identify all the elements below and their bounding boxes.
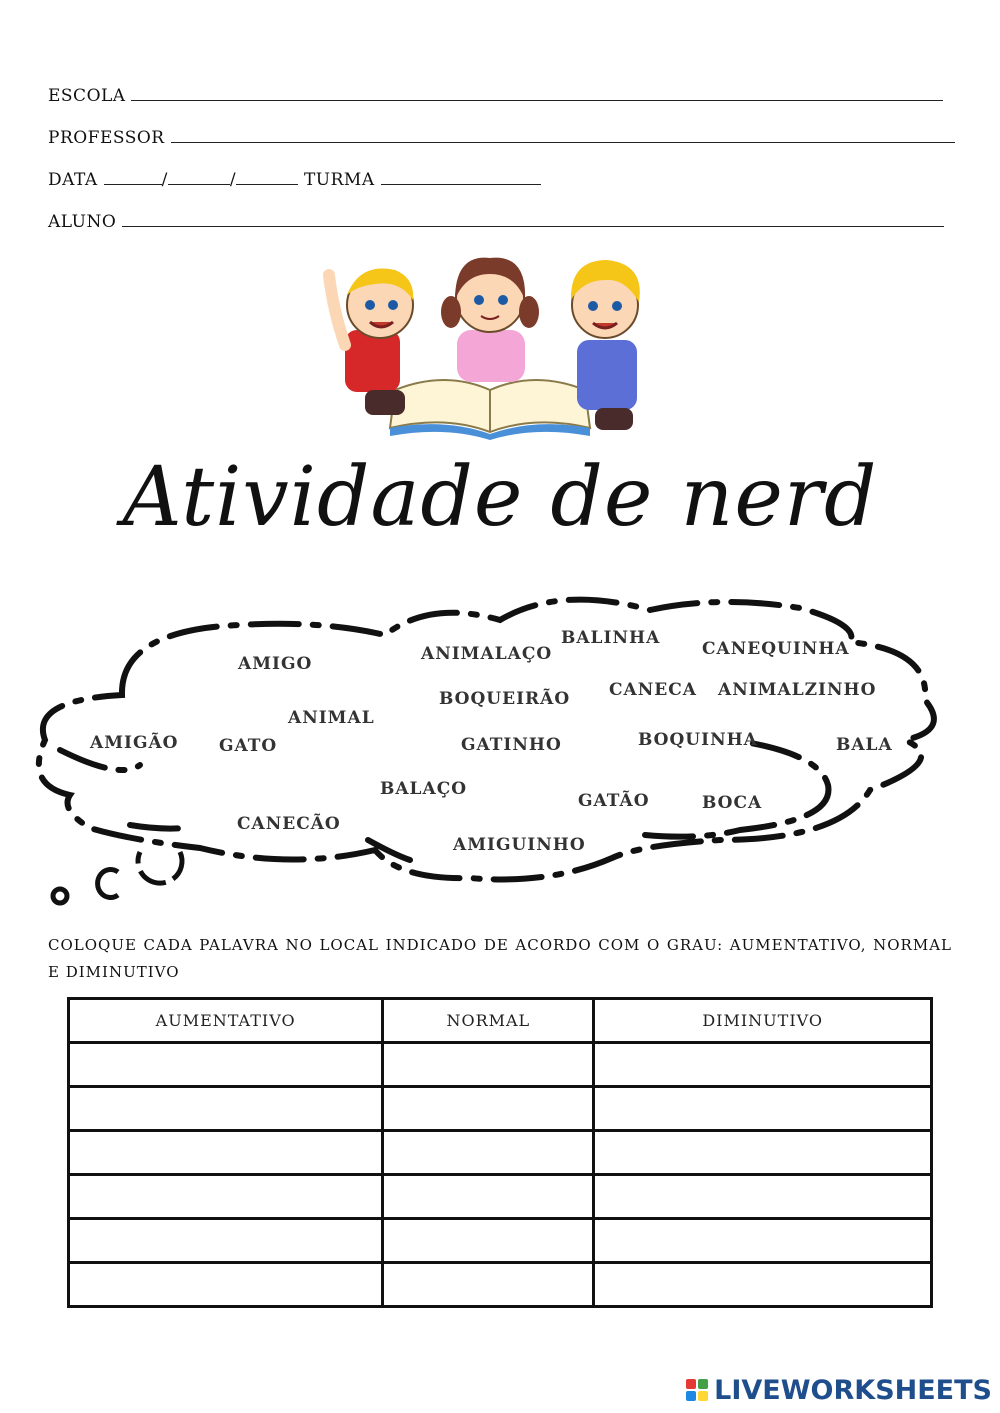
logo-square: [686, 1379, 696, 1389]
normal-cell[interactable]: [383, 1175, 594, 1219]
worksheet-title: Atividade de nerd: [122, 450, 878, 545]
cloud-word[interactable]: BALAÇO: [380, 779, 468, 799]
normal-cell[interactable]: [383, 1087, 594, 1131]
logo-square: [698, 1379, 708, 1389]
diminutivo-cell[interactable]: [594, 1175, 932, 1219]
aumentativo-cell[interactable]: [69, 1219, 383, 1263]
normal-cell[interactable]: [383, 1263, 594, 1307]
turma-blank[interactable]: [381, 170, 541, 185]
cloud-word[interactable]: BOCA: [702, 793, 763, 813]
aumentativo-cell[interactable]: [69, 1087, 383, 1131]
header-diminutivo: DIMINUTIVO: [594, 999, 932, 1043]
liveworksheets-wordmark: LIVEWORKSHEETS: [714, 1374, 992, 1406]
diminutivo-cell[interactable]: [594, 1087, 932, 1131]
table-row: [69, 1131, 932, 1175]
children-reading-illustration: [315, 250, 655, 440]
cloud-word[interactable]: CANECÃO: [237, 814, 341, 834]
professor-field: [48, 128, 955, 148]
cloud-word[interactable]: CANEQUINHA: [702, 639, 850, 659]
data-year-blank[interactable]: [236, 170, 298, 185]
data-day-blank[interactable]: [104, 170, 162, 185]
cloud-word[interactable]: ANIMAL: [288, 708, 375, 728]
cloud-word[interactable]: AMIGUINHO: [453, 835, 586, 855]
header-normal: NORMAL: [383, 999, 594, 1043]
data-turma-field: [48, 170, 541, 190]
cloud-word[interactable]: ANIMALZINHO: [718, 680, 877, 700]
cloud-word[interactable]: GATO: [219, 736, 278, 756]
cloud-word[interactable]: ANIMALAÇO: [421, 644, 553, 664]
data-month-blank[interactable]: [168, 170, 230, 185]
diminutivo-cell[interactable]: [594, 1219, 932, 1263]
cloud-word[interactable]: BALA: [836, 735, 893, 755]
normal-cell[interactable]: [383, 1131, 594, 1175]
cloud-word[interactable]: BALINHA: [561, 628, 661, 648]
diminutivo-cell[interactable]: [594, 1263, 932, 1307]
table-header-row: [69, 999, 932, 1043]
escola-blank[interactable]: [131, 86, 943, 101]
cloud-word[interactable]: GATINHO: [461, 735, 562, 755]
normal-cell[interactable]: [383, 1043, 594, 1087]
data-separator: /: [229, 170, 237, 190]
thought-cloud-outline: [0, 590, 1000, 920]
logo-square: [698, 1391, 708, 1401]
cloud-word[interactable]: AMIGO: [238, 654, 313, 674]
aluno-blank[interactable]: [122, 212, 944, 227]
cloud-word[interactable]: BOQUINHA: [638, 730, 758, 750]
table-row: [69, 1175, 932, 1219]
turma-label: TURMA: [303, 170, 375, 190]
table-row: [69, 1219, 932, 1263]
instruction-text: COLOQUE CADA PALAVRA NO LOCAL INDICADO DE ACORDO COM O GRAU: AUMENTATIVO, NORMAL E DIMINUTIVO: [48, 936, 952, 981]
cloud-word[interactable]: BOQUEIRÃO: [439, 689, 571, 709]
aluno-label: ALUNO: [48, 212, 117, 232]
classification-table: [67, 997, 933, 1308]
cloud-word[interactable]: GATÃO: [578, 791, 650, 811]
cloud-word[interactable]: CANECA: [609, 680, 697, 700]
cloud-word[interactable]: AMIGÃO: [90, 733, 179, 753]
aumentativo-cell[interactable]: [69, 1263, 383, 1307]
professor-blank[interactable]: [171, 128, 955, 143]
normal-cell[interactable]: [383, 1219, 594, 1263]
logo-square: [686, 1391, 696, 1401]
data-separator: /: [161, 170, 168, 190]
table-row: [69, 1263, 932, 1307]
diminutivo-cell[interactable]: [594, 1131, 932, 1175]
word-cloud: [0, 590, 1000, 920]
aluno-field: [48, 212, 944, 232]
escola-label: ESCOLA: [48, 86, 126, 106]
aumentativo-cell[interactable]: [69, 1175, 383, 1219]
table-row: [69, 1043, 932, 1087]
header-aumentativo: AUMENTATIVO: [69, 999, 383, 1043]
liveworksheets-logo: [686, 1373, 992, 1407]
professor-label: PROFESSOR: [48, 128, 165, 148]
table-row: [69, 1087, 932, 1131]
aumentativo-cell[interactable]: [69, 1131, 383, 1175]
liveworksheets-icon: [686, 1379, 708, 1401]
escola-field: [48, 86, 943, 106]
data-label: DATA: [48, 170, 98, 190]
diminutivo-cell[interactable]: [594, 1043, 932, 1087]
aumentativo-cell[interactable]: [69, 1043, 383, 1087]
